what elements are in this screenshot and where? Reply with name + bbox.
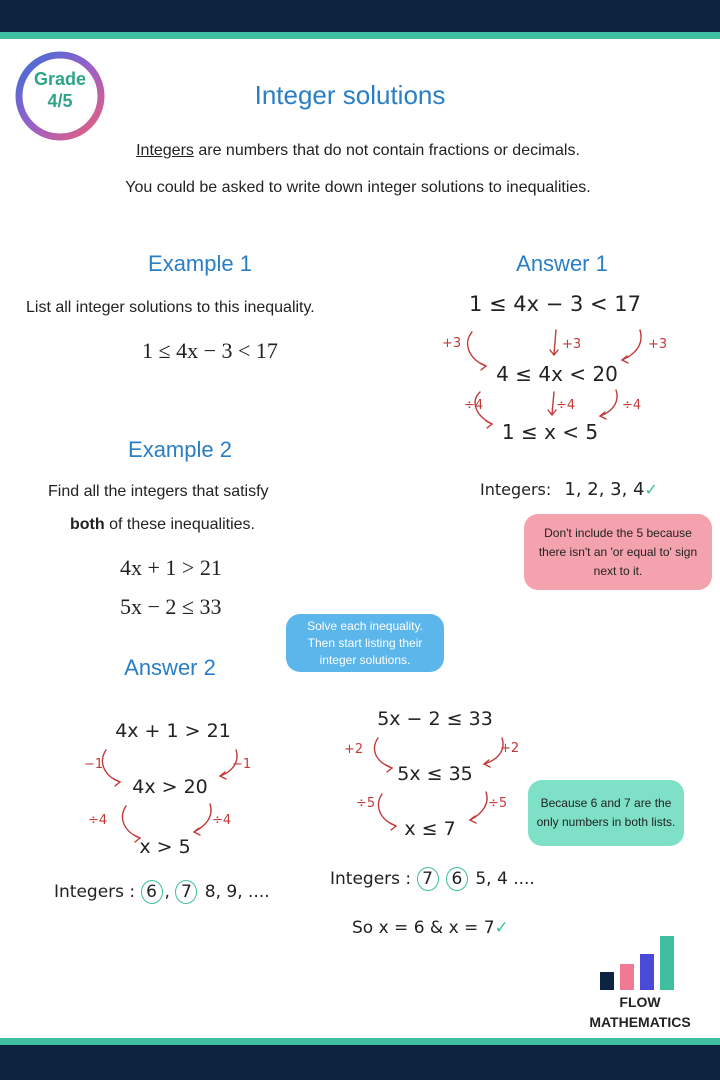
answer2-left-circled-2: 7: [175, 880, 197, 904]
grade-label: Grade: [33, 69, 87, 89]
answer2-left-op-div-left: ÷4: [88, 813, 108, 828]
example2-bold-word: both: [70, 516, 105, 533]
answer2-right-op-add-right: +2: [500, 741, 520, 756]
example2-heading: Example 2: [128, 437, 232, 462]
answer1-heading: Answer 1: [516, 251, 608, 276]
answer2-left-op-div-right: ÷4: [212, 813, 232, 828]
example2-text-line1: Find all the integers that satisfy: [48, 483, 269, 500]
answer1-op-div-right: ÷4: [622, 398, 642, 413]
logo-wordmark: [570, 992, 710, 1032]
intro-context: You could be asked to write down integer solutions to inequalities.: [125, 179, 591, 196]
answer2-right-integers-label: Integers :: [330, 869, 412, 889]
grade-value: 4/5: [47, 91, 73, 111]
top-banner: [0, 0, 720, 32]
answer2-left-step3: x > 5: [139, 836, 191, 858]
check-mark-icon: ✓: [644, 480, 658, 499]
example1-text: List all integer solutions to this inequality.: [26, 299, 315, 316]
answer1-op-div-mid: ÷4: [556, 398, 576, 413]
answer2-left-circled-1: 6: [141, 880, 163, 904]
example2-inequality-2: 5x − 2 ≤ 33: [120, 594, 222, 619]
flow-mathematics-logo-icon: [596, 934, 682, 992]
answer1-integers: [480, 479, 658, 500]
page-title: Integer solutions: [254, 80, 446, 110]
example1-inequality: 1 ≤ 4x − 3 < 17: [142, 338, 278, 363]
bottom-banner: [0, 1045, 720, 1080]
answer2-heading: Answer 2: [124, 655, 216, 680]
answer1-integers-values: 1, 2, 3, 4: [564, 479, 645, 500]
answer2-right-op-div-left: ÷5: [356, 796, 376, 811]
answer1-op-add-left: +3: [442, 336, 462, 351]
example1-heading: Example 1: [148, 251, 252, 276]
answer2-left-step2: 4x > 20: [132, 776, 208, 798]
answer2-right-step3: x ≤ 7: [404, 818, 456, 840]
answer1-step1: 1 ≤ 4x − 3 < 17: [468, 292, 642, 316]
answer2-right-integers-rest: 5, 4 ....: [475, 869, 535, 889]
answer2-right-op-add-left: +2: [344, 742, 364, 757]
intro-definition-text: are numbers that do not contain fractions or decimals.: [193, 142, 580, 159]
answer2-right-integers: [330, 867, 535, 891]
bottom-accent-stripe: [0, 1038, 720, 1045]
answer1-op-add-mid: +3: [562, 337, 582, 352]
answer1-step3: 1 ≤ x < 5: [501, 420, 599, 444]
solve-callout: Solve each inequality. Then start listing their integer solutions.: [286, 614, 444, 672]
answer2-left-integers: Integers : 6 , 7 8, 9, ....: [54, 882, 270, 902]
answer2-conclusion: [352, 918, 509, 938]
answer1-step2: 4 ≤ 4x < 20: [496, 362, 618, 386]
answer2-right-op-div-right: ÷5: [488, 796, 508, 811]
answer2-conclusion-text: So x = 6 & x = 7: [352, 918, 495, 938]
answer1-op-add-right: +3: [648, 337, 668, 352]
answer2-left-step1: 4x + 1 > 21: [115, 720, 231, 742]
logo-line2: MATHEMATICS: [589, 1014, 691, 1030]
answer1-op-div-left: ÷4: [464, 398, 484, 413]
example2-inequality-1: 4x + 1 > 21: [120, 555, 222, 580]
answer1-callout: Don't include the 5 because there isn't an 'or equal to' sign next to it.: [524, 514, 712, 590]
answer2-right-circled-1: 7: [417, 867, 439, 891]
intro-term: Integers: [136, 142, 194, 159]
logo-line1: FLOW: [619, 994, 661, 1010]
answer2-right-step2: 5x ≤ 35: [397, 763, 473, 785]
answer1-integers-label: Integers:: [480, 480, 552, 499]
example2-text-line2: [70, 516, 350, 534]
answer2-left-op-sub-left: −1: [84, 757, 104, 772]
answer2-left-op-sub-right: −1: [232, 757, 252, 772]
answer2-left-integers-label: Integers :: [54, 882, 136, 902]
answer2-left-integers-rest: 8, 9, ....: [204, 882, 270, 902]
answer2-right-circled-2: 6: [446, 867, 468, 891]
answer2-right-step1: 5x − 2 ≤ 33: [377, 708, 493, 730]
example2-text-rest: of these inequalities.: [104, 516, 255, 533]
intro-definition: [0, 142, 716, 160]
check-mark-icon: ✓: [494, 918, 509, 938]
top-accent-stripe: [0, 32, 720, 39]
answer2-callout: Because 6 and 7 are the only numbers in both lists.: [528, 780, 684, 846]
